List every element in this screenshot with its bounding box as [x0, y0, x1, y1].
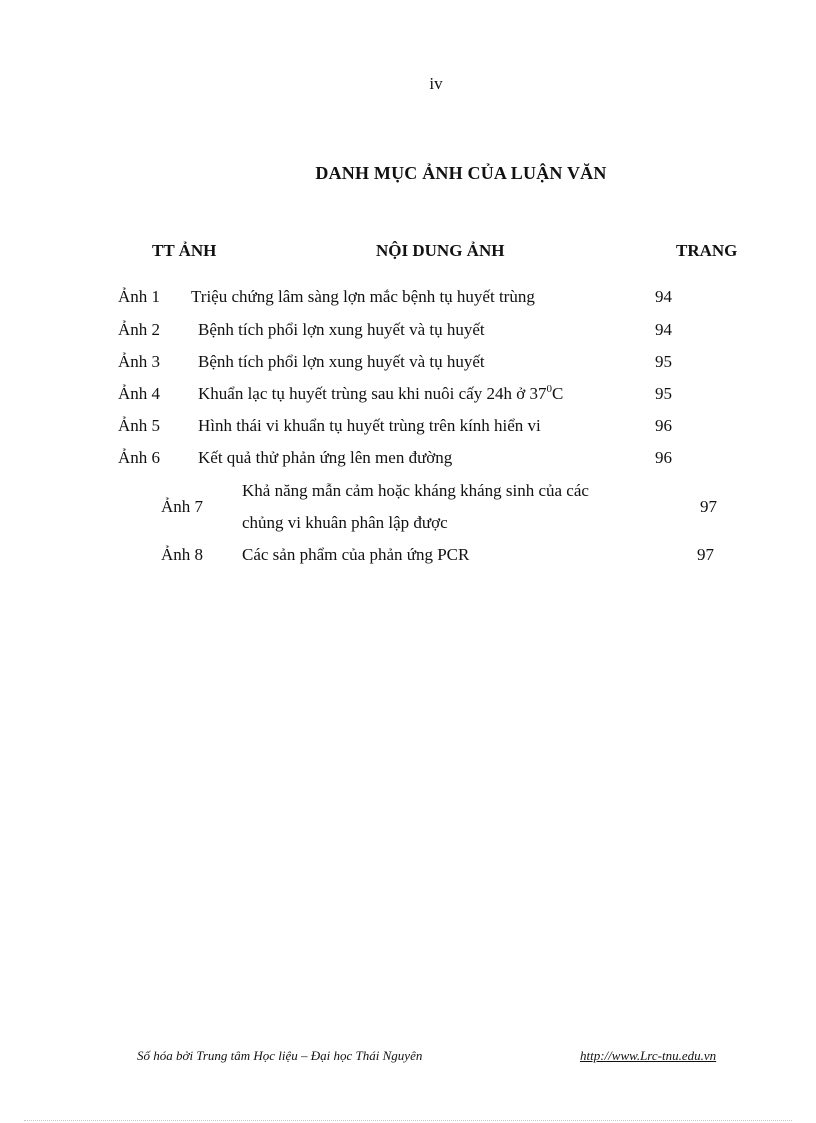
row-2-content: Bệnh tích phổi lợn xung huyết và tụ huyết: [198, 320, 485, 339]
row-4-content-main: Khuẩn lạc tụ huyết trùng sau khi nuôi cấy 24h ở 37: [198, 384, 547, 403]
row-5-page: 96: [655, 416, 672, 435]
row-8-id: Ảnh 8: [161, 545, 204, 564]
header-trang: TRANG: [676, 241, 738, 260]
row-4-content: [198, 384, 563, 404]
row-1-page: 94: [655, 287, 672, 306]
row-4-content-unit: C: [551, 384, 564, 403]
page-title: DANH MỤC ẢNH CỦA LUẬN VĂN: [315, 163, 607, 183]
degree-superscript: 0: [546, 383, 552, 395]
row-6-id: Ảnh 6: [118, 448, 161, 467]
row-2-id: Ảnh 2: [118, 320, 161, 339]
row-4-page: 95: [655, 384, 672, 403]
page-number: iv: [429, 74, 443, 93]
footer-credit: Số hóa bởi Trung tâm Học liệu – Đại học Thái Nguyên: [137, 1048, 423, 1063]
row-5-id: Ảnh 5: [118, 416, 161, 435]
row-3-content: Bệnh tích phổi lợn xung huyết và tụ huyết: [198, 352, 485, 371]
row-7-page: 97: [700, 497, 717, 516]
row-7-content-line1: Khả năng mẫn cảm hoặc kháng kháng sinh của các: [242, 481, 589, 500]
row-6-page: 96: [655, 448, 672, 467]
row-1-id: Ảnh 1: [118, 287, 161, 306]
row-6-content: Kết quả thử phản ứng lên men đường: [198, 448, 453, 467]
row-7-content-line2: chủng vi khuân phân lập được: [242, 513, 448, 532]
page-bottom-divider: [24, 1120, 792, 1121]
row-4-id: Ảnh 4: [118, 384, 161, 403]
row-8-page: 97: [697, 545, 714, 564]
row-5-content: Hình thái vi khuẩn tụ huyết trùng trên kính hiển vi: [198, 416, 541, 435]
row-2-page: 94: [655, 320, 672, 339]
row-3-page: 95: [655, 352, 672, 371]
row-3-id: Ảnh 3: [118, 352, 161, 371]
header-noi-dung-anh: NỘI DUNG ẢNH: [376, 241, 505, 260]
footer-link[interactable]: http://www.Lrc-tnu.edu.vn: [580, 1048, 717, 1063]
row-1-content: Triệu chứng lâm sàng lợn mắc bệnh tụ huyết trùng: [191, 287, 535, 306]
row-8-content: Các sản phẩm của phản ứng PCR: [242, 545, 470, 564]
row-7-id: Ảnh 7: [161, 497, 204, 516]
header-tt-anh: TT ẢNH: [152, 241, 217, 260]
